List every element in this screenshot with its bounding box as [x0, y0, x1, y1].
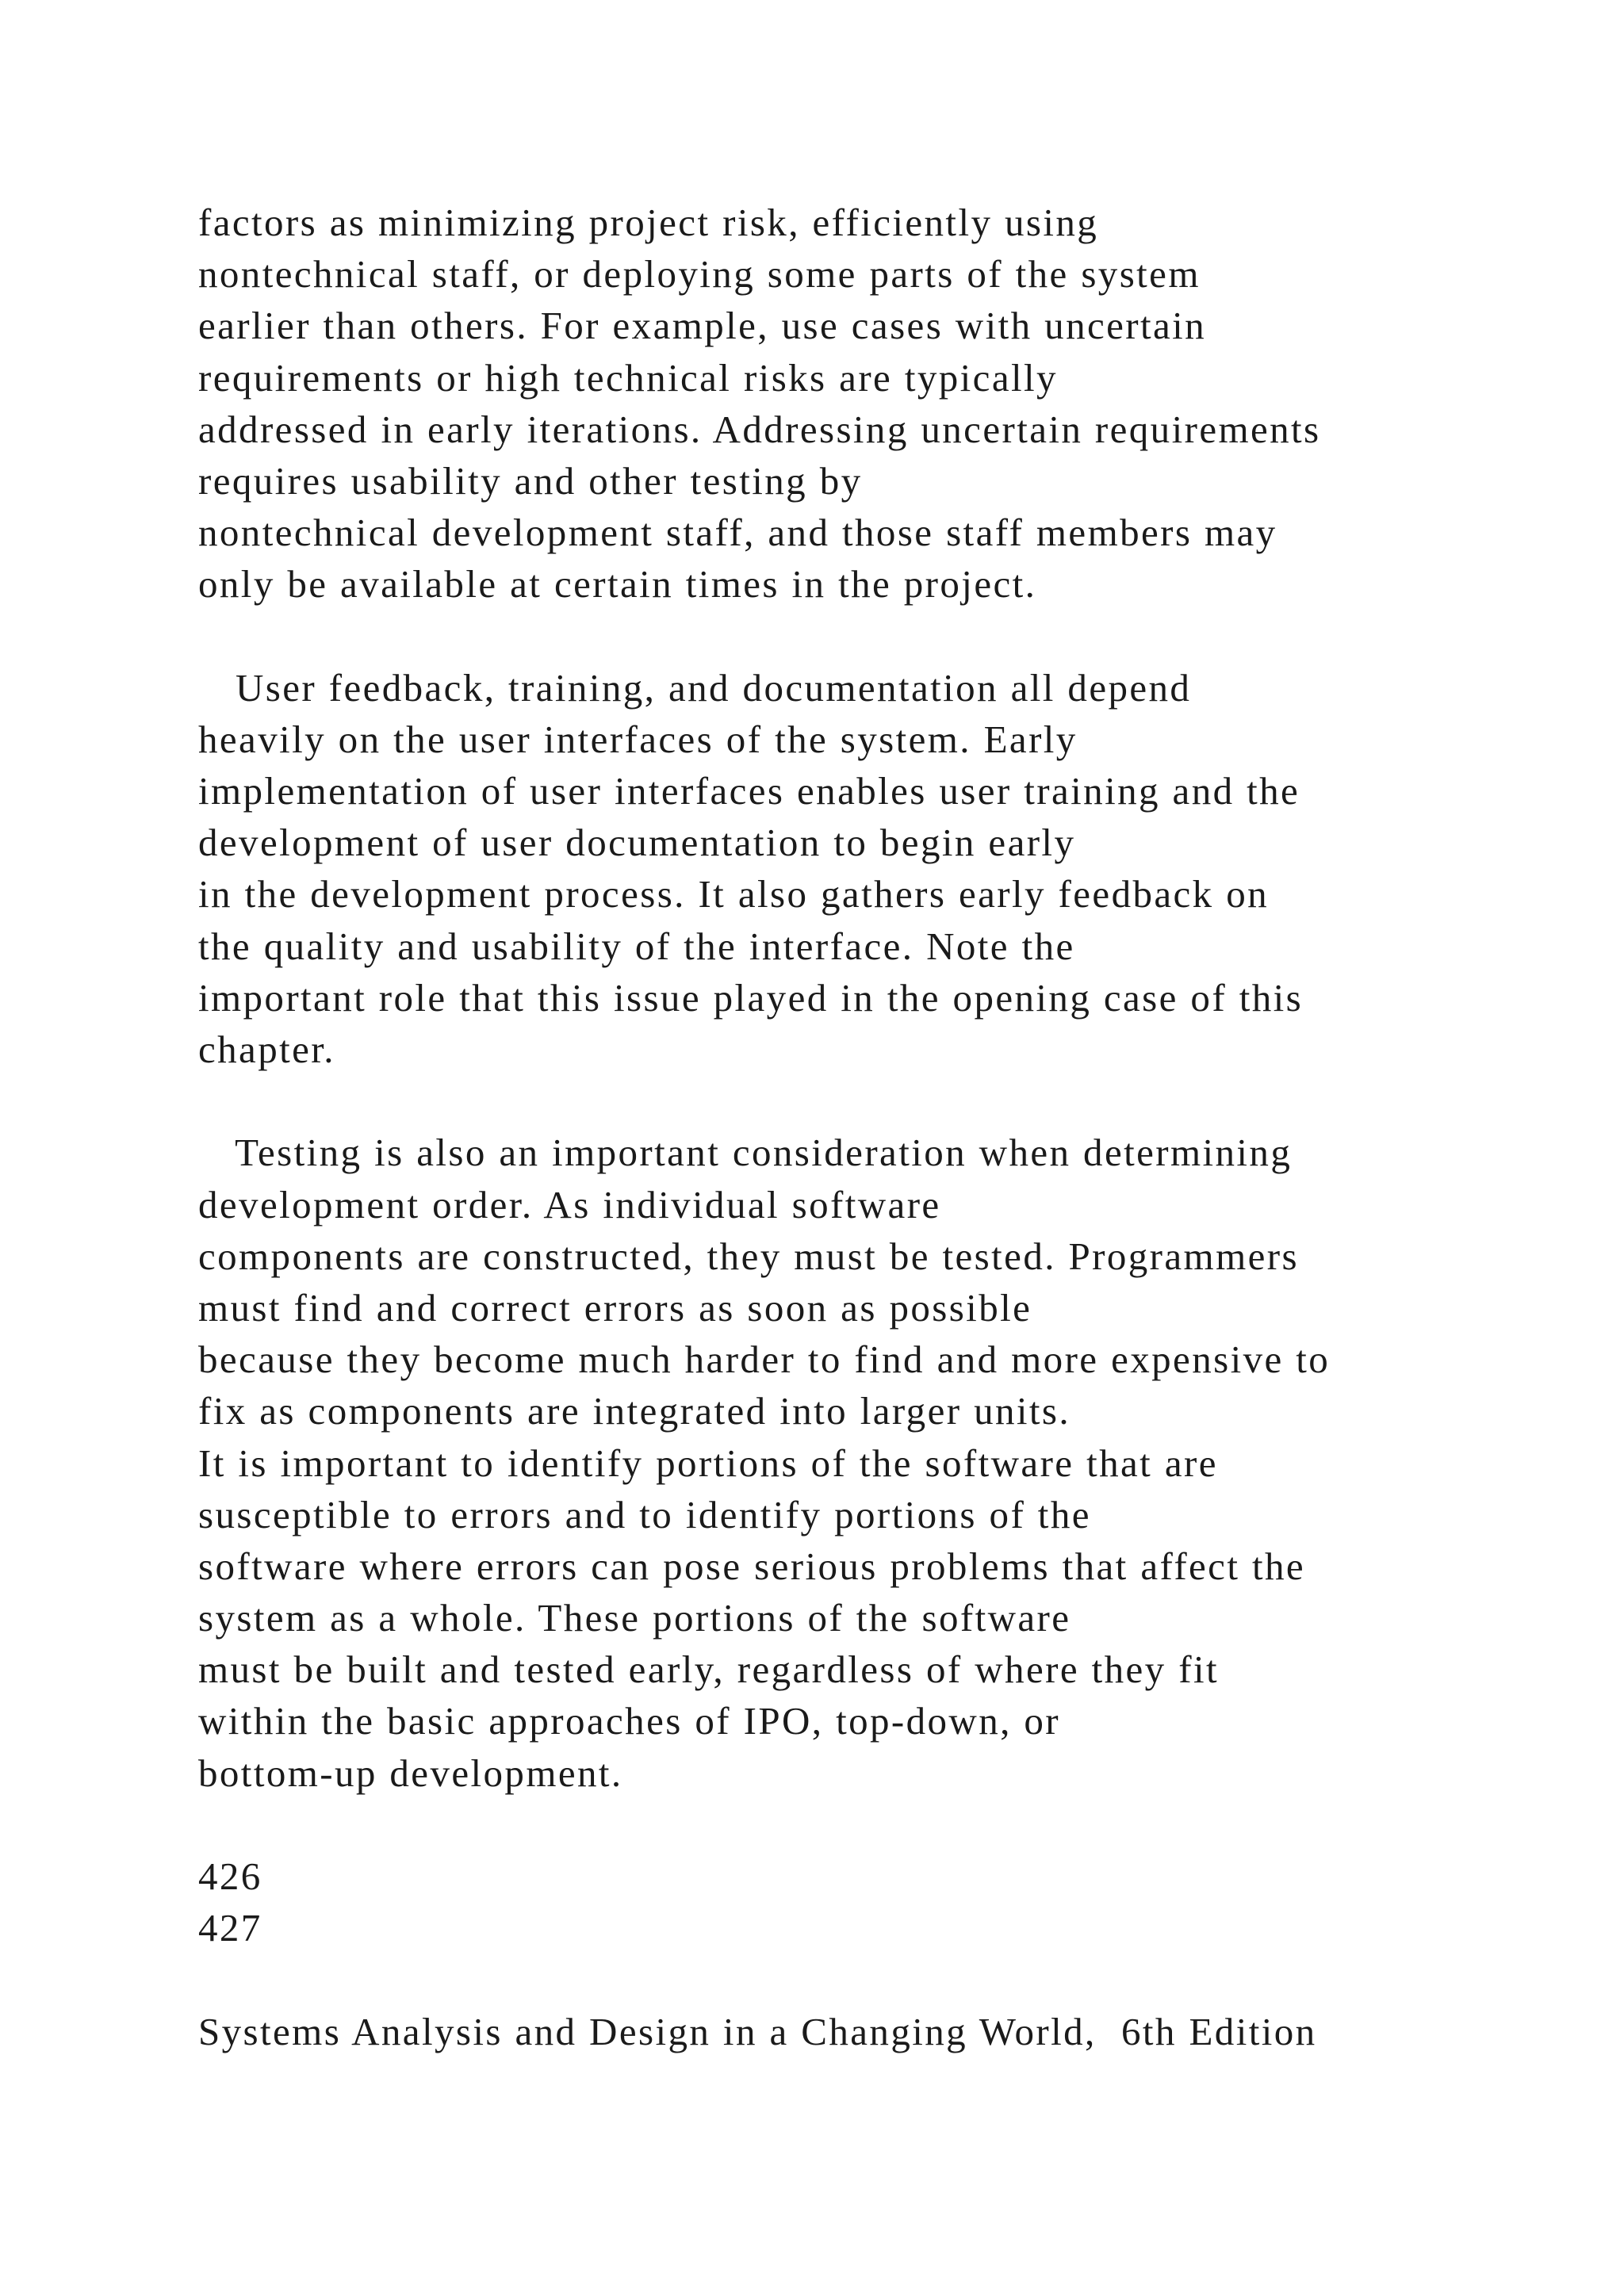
text-line: User feedback, training, and documentation all depend	[198, 665, 1192, 710]
text-line: requirements or high technical risks are typically	[198, 355, 1058, 400]
page-numbers	[198, 1850, 1530, 1954]
text-line: components are constructed, they must be tested. Programmers	[198, 1234, 1299, 1278]
text-line: requires usability and other testing by	[198, 458, 863, 503]
text-line: implementation of user interfaces enables user training and the	[198, 769, 1300, 813]
text-line: nontechnical development staff, and those staff members may	[198, 511, 1277, 555]
text-line: fix as components are integrated into larger units.	[198, 1389, 1071, 1433]
paragraph-gap	[198, 610, 1530, 662]
text-line: system as a whole. These portions of the software	[198, 1596, 1071, 1640]
text-line: within the basic approaches of IPO, top-down, or	[198, 1699, 1061, 1743]
text-line: It is important to identify portions of the software that are	[198, 1441, 1218, 1485]
page-text	[198, 197, 1530, 2057]
paragraph-gap	[198, 1075, 1530, 1127]
text-line: chapter.	[198, 1027, 335, 1071]
text-line: development of user documentation to begin early	[198, 821, 1076, 865]
paragraph-gap	[198, 1799, 1530, 1850]
paragraph-development-factors	[198, 197, 1530, 610]
text-line: heavily on the user interfaces of the system. Early	[198, 717, 1078, 761]
text-line: must find and correct errors as soon as possible	[198, 1285, 1032, 1330]
text-line: because they become much harder to find and more expensive to	[198, 1337, 1331, 1382]
text-line: important role that this issue played in the opening case of this	[198, 975, 1304, 1020]
paragraph-testing	[198, 1127, 1530, 1798]
text-line: susceptible to errors and to identify portions of the	[198, 1492, 1091, 1536]
page-number: 427	[198, 1906, 262, 1950]
text-line: the quality and usability of the interface. Note the	[198, 924, 1075, 968]
paragraph-user-feedback	[198, 662, 1530, 1076]
text-line: earlier than others. For example, use cases with uncertain	[198, 304, 1207, 348]
text-line: must be built and tested early, regardless of where they fit	[198, 1647, 1219, 1692]
text-line: in the development process. It also gathers early feedback on	[198, 872, 1270, 916]
text-line: development order. As individual software	[198, 1182, 941, 1226]
text-line: bottom-up development.	[198, 1751, 623, 1795]
text-line: nontechnical staff, or deploying some parts of the system	[198, 252, 1201, 297]
book-title: Systems Analysis and Design in a Changing World, 6th Edition	[198, 2009, 1317, 2053]
text-line: Testing is also an important consideration when determining	[198, 1131, 1293, 1175]
page-number: 426	[198, 1854, 262, 1898]
text-line: addressed in early iterations. Addressing uncertain requirements	[198, 407, 1321, 451]
paragraph-gap	[198, 1954, 1530, 2005]
text-line: factors as minimizing project risk, efficiently using	[198, 201, 1099, 244]
text-line: software where errors can pose serious problems that affect the	[198, 1544, 1306, 1588]
text-line: only be available at certain times in the project.	[198, 562, 1037, 607]
